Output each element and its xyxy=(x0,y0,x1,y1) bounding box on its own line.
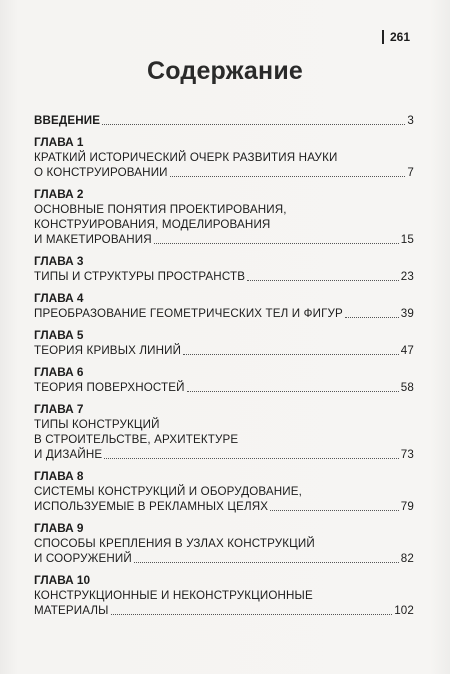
chapter-title-line: КОНСТРУКЦИОННЫЕ И НЕКОНСТРУКЦИОННЫЕ xyxy=(34,589,313,602)
toc-line xyxy=(34,343,414,358)
chapter-title-line: СИСТЕМЫ КОНСТРУКЦИЙ И ОБОРУДОВАНИЕ, xyxy=(34,485,303,498)
chapter-title-line: ТИПЫ И СТРУКТУРЫ ПРОСТРАНСТВ xyxy=(34,270,246,283)
toc-page-number: 102 xyxy=(394,604,414,617)
dot-leader xyxy=(345,316,399,318)
toc-line xyxy=(34,603,414,618)
toc-entry-title: ВВЕДЕНИЕ xyxy=(34,114,101,127)
toc-line xyxy=(34,499,414,514)
dot-leader xyxy=(134,561,399,563)
dot-leader xyxy=(183,353,399,355)
dot-leader xyxy=(102,123,405,125)
chapter-title-line: В СТРОИТЕЛЬСТВЕ, АРХИТЕКТУРЕ xyxy=(34,433,239,446)
chapter-heading: ГЛАВА 9 xyxy=(34,521,84,535)
toc-line xyxy=(34,447,414,462)
toc-page-number: 58 xyxy=(400,381,414,394)
toc-line xyxy=(34,269,414,284)
chapter-heading: ГЛАВА 2 xyxy=(34,187,84,201)
toc-page-number: 73 xyxy=(400,448,414,461)
toc-entry-intro xyxy=(34,113,414,128)
toc-line xyxy=(34,232,414,247)
chapter-heading: ГЛАВА 7 xyxy=(34,402,84,416)
chapter-title-line: КОНСТРУИРОВАНИЯ, МОДЕЛИРОВАНИЯ xyxy=(34,218,271,231)
chapter-heading: ГЛАВА 3 xyxy=(34,254,84,268)
chapter-title-line: ОСНОВНЫЕ ПОНЯТИЯ ПРОЕКТИРОВАНИЯ, xyxy=(34,203,287,216)
toc-page-number: 82 xyxy=(400,552,414,565)
toc-entry-chapter xyxy=(34,521,414,566)
chapter-title-line: ИСПОЛЬЗУЕМЫЕ В РЕКЛАМНЫХ ЦЕЛЯХ xyxy=(34,500,269,513)
toc-page-number: 39 xyxy=(400,307,414,320)
dot-leader xyxy=(270,509,399,511)
toc-line xyxy=(34,113,414,128)
dot-leader xyxy=(187,390,399,392)
toc-page-number: 3 xyxy=(407,114,414,127)
dot-leader xyxy=(104,457,399,459)
toc-page-number: 15 xyxy=(400,233,414,246)
toc-entry-chapter xyxy=(34,187,414,247)
chapter-heading: ГЛАВА 10 xyxy=(34,573,91,587)
chapter-heading: ГЛАВА 5 xyxy=(34,328,84,342)
chapter-list xyxy=(34,135,414,618)
chapter-heading: ГЛАВА 4 xyxy=(34,291,84,305)
chapter-title-line: СПОСОБЫ КРЕПЛЕНИЯ В УЗЛАХ КОНСТРУКЦИЙ xyxy=(34,537,315,550)
toc-page-number: 23 xyxy=(400,270,414,283)
chapter-title-line: ПРЕОБРАЗОВАНИЕ ГЕОМЕТРИЧЕСКИХ ТЕЛ И ФИГУР xyxy=(34,307,343,320)
chapter-title-line: И МАКЕТИРОВАНИЯ xyxy=(34,233,152,246)
dot-leader xyxy=(247,279,399,281)
chapter-heading: ГЛАВА 8 xyxy=(34,469,84,483)
toc-line xyxy=(34,380,414,395)
toc-line xyxy=(34,165,414,180)
toc-page-number: 7 xyxy=(407,166,414,179)
toc-page-number: 79 xyxy=(400,500,414,513)
chapter-heading: ГЛАВА 6 xyxy=(34,365,84,379)
toc-entry-chapter xyxy=(34,573,414,618)
toc-entry-chapter xyxy=(34,365,414,395)
toc-entry-chapter xyxy=(34,328,414,358)
chapter-title-line: ТИПЫ КОНСТРУКЦИЙ xyxy=(34,418,160,431)
chapter-title-line: И ДИЗАЙНЕ xyxy=(34,448,103,461)
toc-entry-chapter xyxy=(34,469,414,514)
toc-entry-chapter xyxy=(34,254,414,284)
toc-line xyxy=(34,306,414,321)
dot-leader xyxy=(111,613,393,615)
toc-entry-chapter xyxy=(34,135,414,180)
toc-entry-chapter xyxy=(34,402,414,462)
chapter-title-line: И СООРУЖЕНИЙ xyxy=(34,552,132,565)
dot-leader xyxy=(154,242,399,244)
page-title: Содержание xyxy=(146,57,304,85)
toc-entry-chapter xyxy=(34,291,414,321)
chapter-title-line: О КОНСТРУИРОВАНИИ xyxy=(34,166,168,179)
chapter-heading: ГЛАВА 1 xyxy=(34,135,84,149)
chapter-title-line: КРАТКИЙ ИСТОРИЧЕСКИЙ ОЧЕРК РАЗВИТИЯ НАУКИ xyxy=(34,151,338,164)
toc-page-number: 47 xyxy=(400,344,414,357)
dot-leader xyxy=(170,175,406,177)
table-of-contents xyxy=(34,113,414,618)
chapter-title-line: ТЕОРИЯ ПОВЕРХНОСТЕЙ xyxy=(34,381,185,394)
page-number: 261 xyxy=(382,30,410,44)
chapter-title-line: МАТЕРИАЛЫ xyxy=(34,604,109,617)
toc-line xyxy=(34,551,414,566)
chapter-title-line: ТЕОРИЯ КРИВЫХ ЛИНИЙ xyxy=(34,344,182,357)
